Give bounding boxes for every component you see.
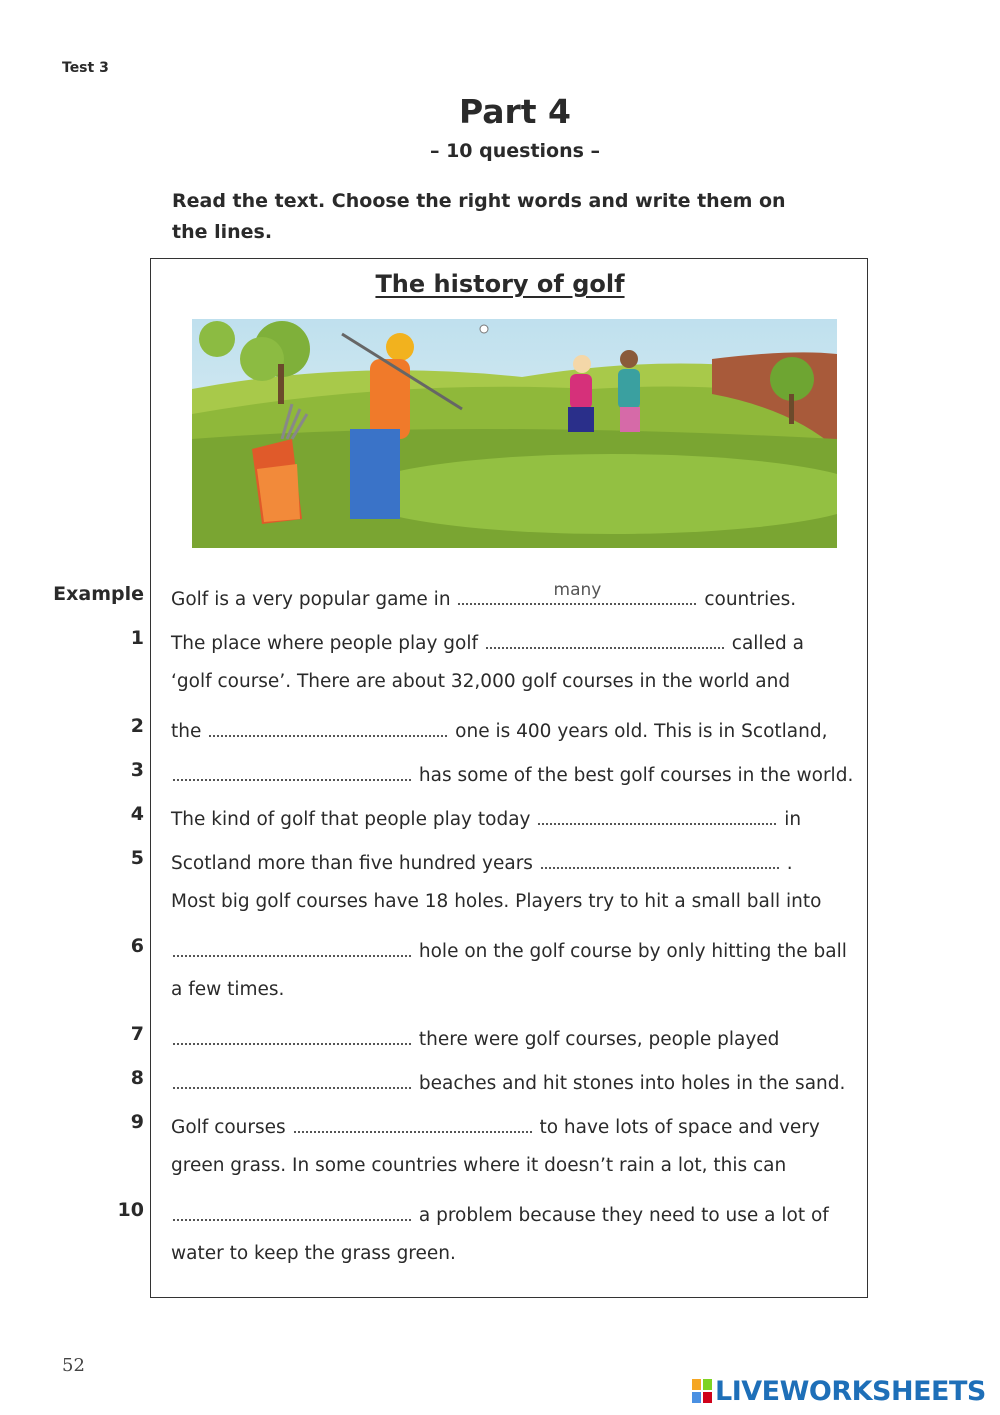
- liveworksheets-logo-icon: [692, 1379, 712, 1403]
- line-number: 4: [130, 803, 144, 825]
- text-line: Most big golf courses have 18 holes. Players try to hit a small ball into: [171, 891, 822, 912]
- part-title: Part 4: [458, 92, 572, 131]
- answer-blank-2[interactable]: [209, 715, 447, 737]
- brand-name: LIVEWORKSHEETS: [715, 1375, 986, 1407]
- line-number: 5: [130, 847, 144, 869]
- answer-blank-5[interactable]: [541, 847, 779, 869]
- line-number: 8: [130, 1067, 144, 1089]
- text-line-6: 6 hole on the golf course by only hitting the ball: [130, 935, 847, 962]
- text-line-1: 1 The place where people play golf called a: [130, 627, 804, 654]
- text-line-7: 7 there were golf courses, people played: [130, 1023, 780, 1050]
- answer-blank-10[interactable]: [173, 1199, 411, 1221]
- line-number: 6: [130, 935, 144, 957]
- line-number: 3: [130, 759, 144, 781]
- line-number: Example: [53, 583, 144, 605]
- text-line: a few times.: [171, 979, 285, 1000]
- golf-players-illustration: [192, 319, 837, 548]
- line-number: 10: [117, 1199, 144, 1221]
- line-number: 9: [130, 1111, 144, 1133]
- text-line-2: 2 the one is 400 years old. This is in Scotland,: [130, 715, 828, 742]
- text-line-4: 4 The kind of golf that people play today in: [130, 803, 802, 830]
- text-line-5: 5 Scotland more than five hundred years .: [130, 847, 793, 874]
- answer-blank-1[interactable]: [486, 627, 724, 649]
- text-line: water to keep the grass green.: [171, 1243, 456, 1264]
- answer-blank-7[interactable]: [173, 1023, 411, 1045]
- text-line: green grass. In some countries where it doesn’t rain a lot, this can: [171, 1155, 787, 1176]
- answer-blank-8[interactable]: [173, 1067, 411, 1089]
- text-line-10: 10 a problem because they need to use a lot of: [117, 1199, 829, 1226]
- answer-blank-4[interactable]: [538, 803, 776, 825]
- box-title: The history of golf: [375, 270, 625, 298]
- line-number: 7: [130, 1023, 144, 1045]
- text-line-3: 3 has some of the best golf courses in the world.: [130, 759, 854, 786]
- text-line-example: Example Golf is a very popular game in many countries.: [53, 580, 797, 610]
- page-number: 52: [62, 1355, 85, 1376]
- instructions: Read the text. Choose the right words and write them on the lines.: [172, 190, 786, 243]
- part-subtitle: – 10 questions –: [429, 140, 601, 162]
- answer-blank-9[interactable]: [294, 1111, 532, 1133]
- line-number: 1: [130, 627, 144, 649]
- answer-blank-3[interactable]: [173, 759, 411, 781]
- text-line-9: 9 Golf courses to have lots of space and very: [130, 1111, 820, 1138]
- answer-blank-6[interactable]: [173, 935, 411, 957]
- text-line-8: 8 beaches and hit stones into holes in the sand.: [130, 1067, 846, 1094]
- liveworksheets-brand[interactable]: [692, 1376, 986, 1406]
- line-number: 2: [130, 715, 144, 737]
- text-line: ‘golf course’. There are about 32,000 golf courses in the world and: [171, 671, 791, 692]
- test-label: Test 3: [62, 60, 109, 76]
- answer-blank-example[interactable]: many: [458, 583, 696, 605]
